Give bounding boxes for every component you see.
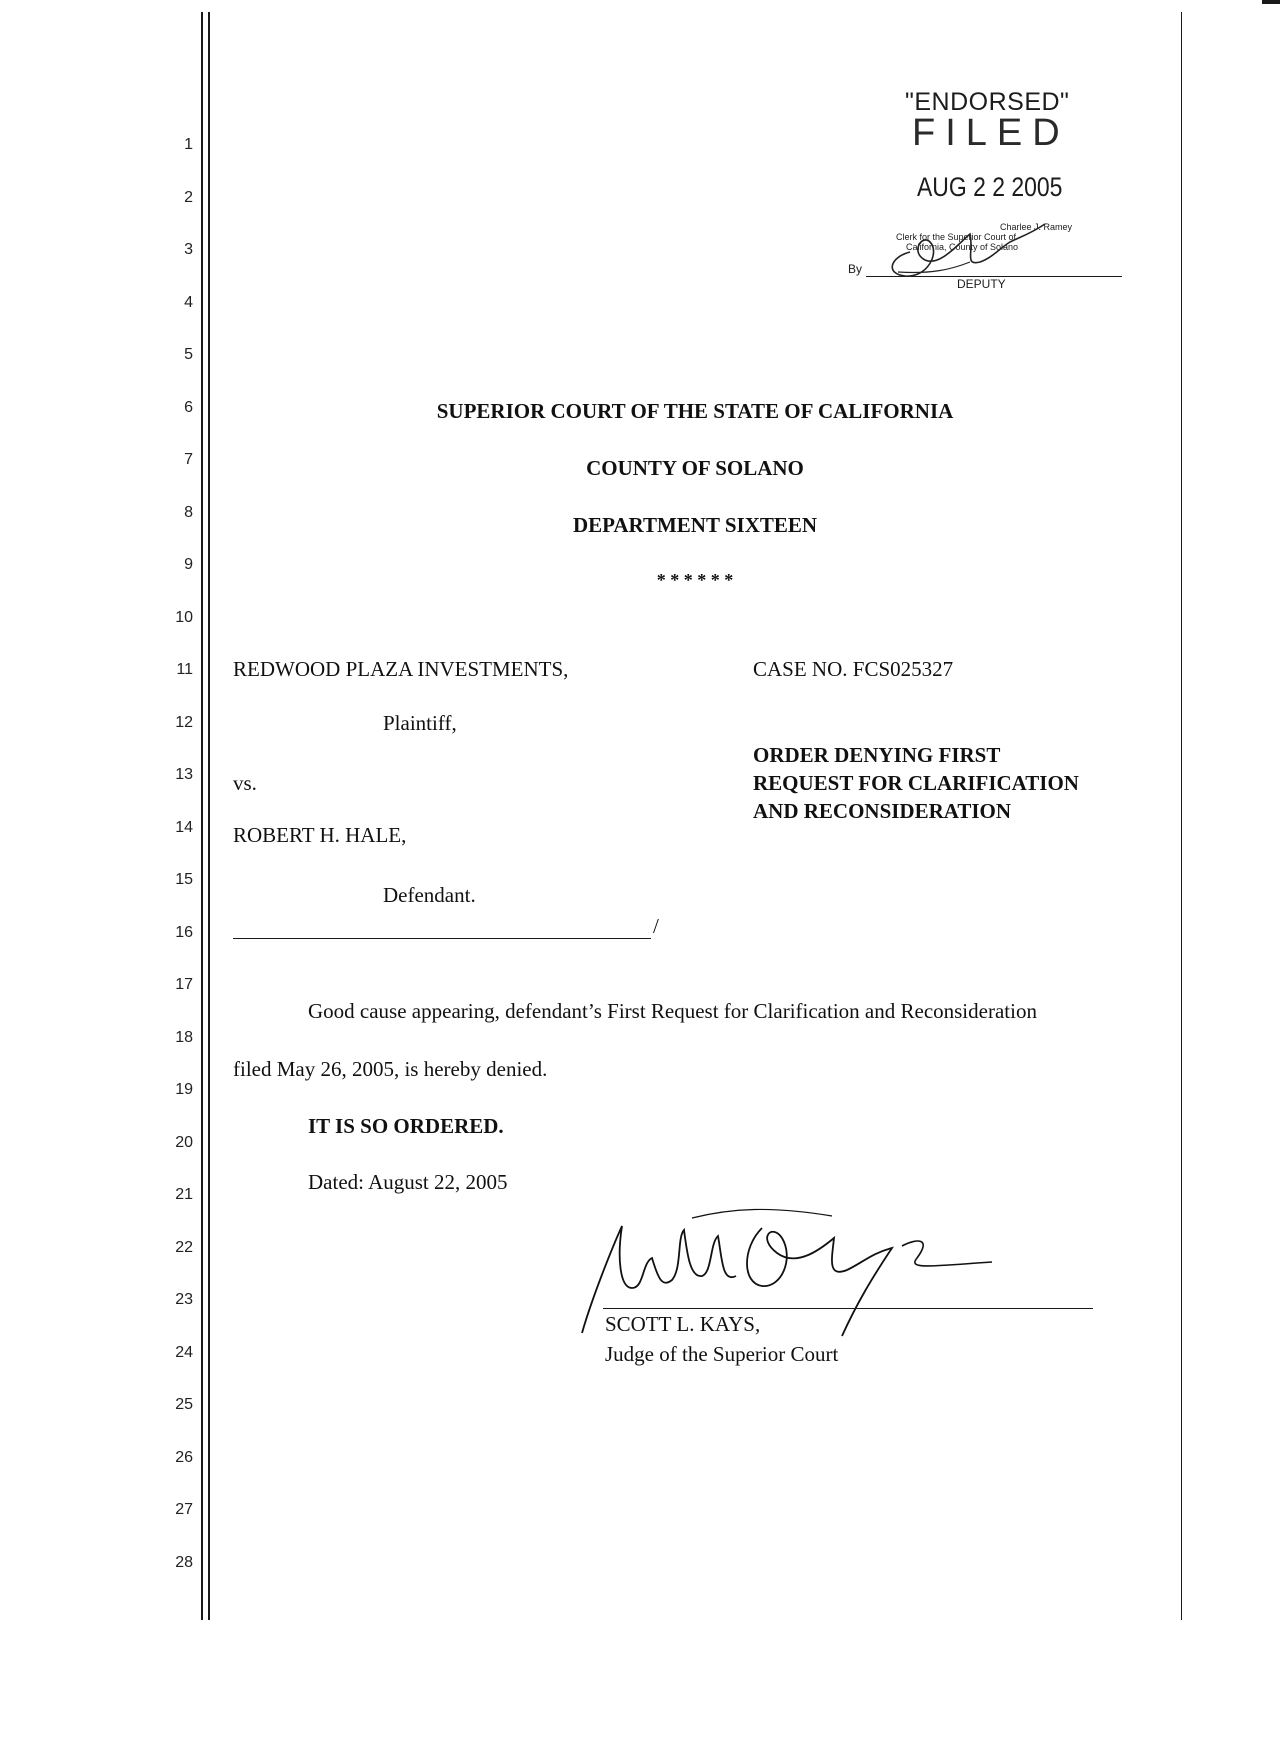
caption-underline [233,938,651,939]
order-title-line-3: AND RECONSIDERATION [753,799,1012,823]
line-number: 11 [176,661,193,678]
order-paragraph-line-1: Good cause appearing, defendant’s First Request for Clarification and Reconsideration [308,999,1037,1023]
line-number: 25 [175,1396,193,1413]
line-number: 17 [175,976,193,993]
stamp-signature-scribble [870,212,1060,292]
stamp-endorsed: "ENDORSED" [905,88,1070,116]
county-heading: COUNTY OF SOLANO [586,456,804,480]
line-number: 5 [184,346,193,363]
scan-edge-mark [1262,0,1280,4]
order-paragraph-line-2: filed May 26, 2005, is hereby denied. [233,1057,548,1081]
line-number: 18 [175,1028,193,1046]
line-number: 10 [175,608,193,626]
defendant-label: Defendant. [383,883,476,907]
line-number: 26 [175,1448,193,1466]
stamp-clerk-line-1: Charlee J. Ramey [1000,222,1073,232]
line-number: 13 [175,766,193,783]
line-number: 4 [184,293,193,311]
dated-line: Dated: August 22, 2005 [308,1170,508,1194]
signature-line [603,1308,1093,1309]
versus-label: vs. [233,771,257,795]
line-number: 3 [184,241,193,258]
line-number: 1 [184,136,193,153]
plaintiff-label: Plaintiff, [383,711,457,735]
line-number: 27 [175,1501,193,1518]
line-number: 16 [175,923,193,941]
line-number: 28 [175,1553,193,1571]
order-title-line-2: REQUEST FOR CLARIFICATION [753,771,1079,795]
defendant-name: ROBERT H. HALE, [233,823,407,847]
line-number: 19 [175,1081,193,1098]
case-number: CASE NO. FCS025327 [753,657,954,681]
line-number: 9 [184,556,193,573]
line-number: 6 [184,398,193,416]
so-ordered: IT IS SO ORDERED. [308,1114,504,1138]
line-number: 23 [175,1291,193,1308]
judge-title: Judge of the Superior Court [605,1342,839,1366]
order-title-line-1: ORDER DENYING FIRST [753,743,1001,767]
line-number: 24 [175,1343,193,1361]
line-number: 8 [184,503,193,521]
court-name-heading: SUPERIOR COURT OF THE STATE OF CALIFORNIA [436,399,954,423]
department-heading: DEPARTMENT SIXTEEN [572,513,818,537]
left-margin-rule-2 [208,12,210,1620]
stamp-date: AUG 2 2 2005 [917,172,1063,202]
judge-name: SCOTT L. KAYS, [605,1312,761,1336]
right-margin-rule [1181,12,1182,1620]
line-number: 7 [184,451,193,468]
plaintiff-name: REDWOOD PLAZA INVESTMENTS, [233,657,569,681]
line-number: 12 [175,713,193,731]
stamp-filed: FILED [912,112,1070,154]
stamp-clerk-line-3: California, County of Solano [906,242,1019,252]
line-number: 15 [175,871,193,888]
left-margin-rule-1 [201,12,203,1620]
line-number: 20 [175,1133,193,1151]
stamp-clerk-line-2: Clerk for the Superior Court of [896,232,1017,242]
stamp-by-label: By [848,262,863,276]
caption-slash: / [653,914,659,938]
line-number: 2 [184,188,193,206]
stars-divider: * * * * * * [656,570,734,590]
line-number: 22 [175,1238,193,1256]
stamp-deputy-label: DEPUTY [957,277,1006,291]
line-number: 21 [175,1186,193,1203]
line-number: 14 [175,818,193,836]
